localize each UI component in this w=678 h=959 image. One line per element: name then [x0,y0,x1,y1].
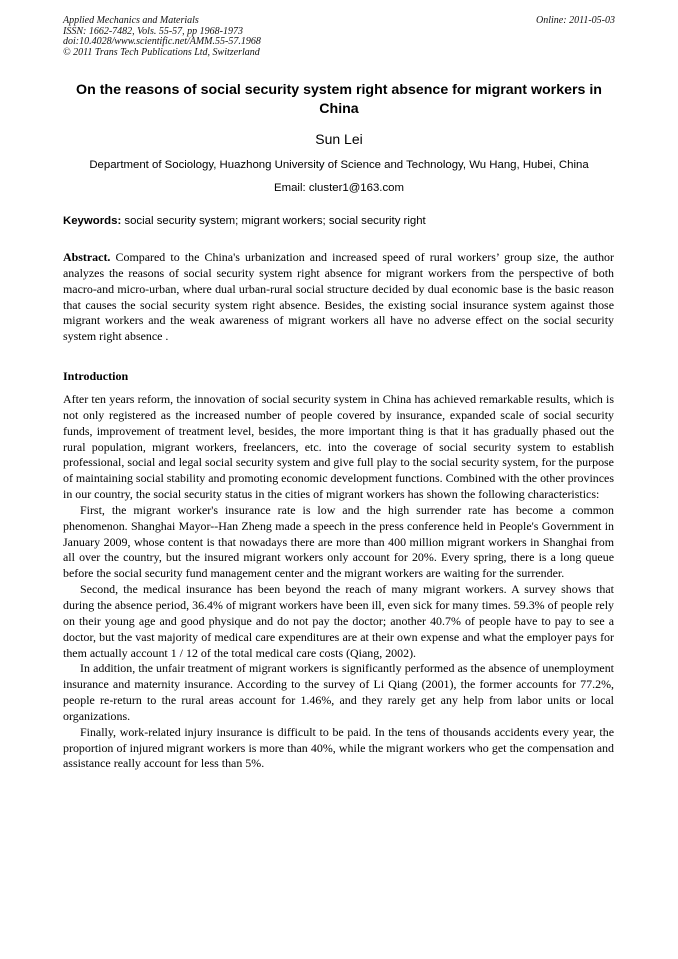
introduction-body [63,392,614,772]
paragraph: First, the migrant worker's insurance rate is low and the high surrender rate has become a common phenomenon. Shanghai Mayor--Han Zheng made a speech in the press conference held in People's Government in January 2009, whose content is that nowadays there are more than 400 million migrant workers in Shanghai from all over the country, but the insured migrant workers only account for 20%. Every spring, there is a long queue before the social security fund management center and the migrant workers are waiting for the surrender. [63,502,614,581]
keywords [63,214,426,228]
keywords-label: Keywords: [63,215,122,227]
section-heading-introduction: Introduction [63,369,129,383]
journal-name: Applied Mechanics and Materials [63,15,199,26]
journal-copyright: © 2011 Trans Tech Publications Ltd, Switzerland [63,46,260,58]
author-name: Sun Lei [315,131,363,147]
author-email[interactable]: Email: cluster1@163.com [274,182,404,194]
online-date: Online: 2011-05-03 [536,15,615,26]
paragraph: Second, the medical insurance has been beyond the reach of many migrant workers. A survey shows that during the absence period, 36.4% of migrant workers have been ill, even sick for many times. 59.3% of people rely on their young age and good physique and do not pay the doctor; another 40.7% of people have to pay to see a doctor, but the vast majority of medical care expenditures are at their own expense and what the employer pays for them actually account 1 / 12 of the total medical care costs (Qiang, 2002). [63,582,614,660]
paper-title: On the reasons of social security system right absence for migrant workers in China [76,82,602,117]
abstract [63,250,614,345]
journal-header [63,16,261,58]
keywords-text: social security system; migrant workers; social security right [124,215,426,227]
paragraph: Finally, work-related injury insurance is difficult to be paid. In the tens of thousands accidents every year, the proportion of injured migrant workers is more than 40%, while the migrant workers who get the compensation and assistance really account for less than 5%. [63,724,614,771]
author-affiliation: Department of Sociology, Huazhong University of Science and Technology, Wu Hang, Hubei, China [89,159,589,171]
journal-issn: ISSN: 1662-7482, Vols. 55-57, pp 1968-1973 [63,25,243,37]
abstract-label: Abstract. [63,250,111,264]
journal-doi[interactable]: doi:10.4028/www.scientific.net/AMM.55-57.1968 [63,36,261,48]
abstract-text: Compared to the China's urbanization and increased speed of rural workers’ group size, the author analyzes the reasons of social security system right absence for migrant workers from the perspective of both macro-and micro-urban, where dual urban-rural social structure decided by dual economic base is the basic reason that causes the social security system right absence. Besides, the existing social insurance system against those migrant workers and the weak awareness of migrant workers all have no adverse effect on the social security system right absence . [63,250,614,344]
paragraph: In addition, the unfair treatment of migrant workers is significantly performed as the absence of unemployment insurance and maternity insurance. According to the survey of Li Qiang (2001), the former accounts for 77.2%, people re-return to the rural areas account for 1.46%, and they rarely get any help from labor units or local organizations. [63,661,614,723]
paragraph: After ten years reform, the innovation of social security system in China has achieved remarkable results, which is not only registered as the increased number of people covered by insurance, expanded scale of social security funds, improvement of treatment level, besides, the more important thing is that it has gradually phased out the rural population, migrant workers, freelancers, etc. into the coverage of social security system to establish professional, social and legal social security system and give full play to the social security system, for the purpose of maintaining social stability and promoting economic development functions. Combined with the other provinces in our country, the social security status in the cities of migrant workers has shown the following characteristics: [63,392,615,502]
